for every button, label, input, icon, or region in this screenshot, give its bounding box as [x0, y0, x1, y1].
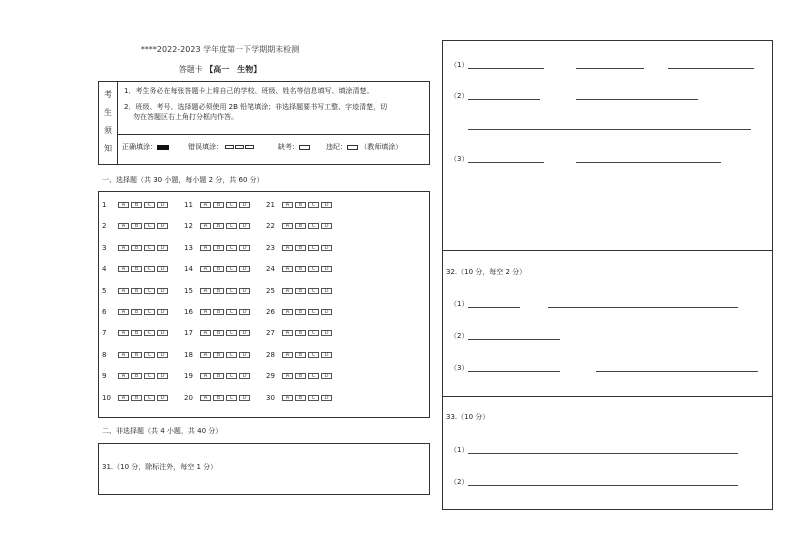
q31-answer-line[interactable] [468, 99, 540, 100]
answer-bubble[interactable]: C [308, 352, 319, 358]
notice-char: 须 [104, 126, 112, 135]
answer-bubble[interactable]: A [200, 288, 211, 294]
question-number: 4 [102, 265, 107, 274]
answer-options [282, 266, 332, 272]
answer-bubble[interactable]: A [118, 309, 129, 315]
answer-bubble[interactable]: A [282, 373, 293, 379]
question-number: 5 [102, 286, 107, 295]
answer-bubble[interactable]: D [321, 373, 332, 379]
q31-part3-label: （3） [450, 155, 469, 163]
answer-bubble[interactable]: C [144, 202, 155, 208]
question-number: 24 [266, 265, 275, 274]
question-number: 27 [266, 329, 275, 338]
answer-bubble[interactable]: D [157, 202, 168, 208]
answer-bubble[interactable]: D [239, 352, 250, 358]
card-label: 答题卡 [178, 65, 203, 74]
answer-options [118, 309, 168, 315]
answer-options [282, 309, 332, 315]
answer-bubble[interactable]: C [144, 223, 155, 229]
answer-bubble[interactable]: C [308, 245, 319, 251]
answer-options [282, 223, 332, 229]
question-number: 2 [102, 222, 107, 231]
answer-bubble[interactable]: B [131, 395, 142, 401]
answer-bubble[interactable]: B [213, 330, 224, 336]
question-number: 11 [184, 201, 193, 209]
q32-answer-line[interactable] [468, 339, 560, 340]
answer-bubble[interactable]: A [118, 223, 129, 229]
answer-bubble[interactable]: B [295, 352, 306, 358]
answer-bubble[interactable]: B [295, 223, 306, 229]
answer-bubble[interactable]: C [226, 288, 237, 294]
answer-options [200, 223, 250, 229]
answer-bubble[interactable]: C [308, 395, 319, 401]
question-number: 25 [266, 286, 275, 295]
q33-answer-line[interactable] [468, 485, 738, 486]
exam-title: ****2022-2023 学年度第一下学期期末检测 [140, 45, 300, 54]
answer-bubble[interactable]: D [321, 330, 332, 336]
answer-bubble[interactable]: B [295, 373, 306, 379]
answer-bubble[interactable]: D [321, 309, 332, 315]
answer-options [282, 395, 332, 401]
answer-options [118, 330, 168, 336]
question-number: 12 [184, 222, 193, 231]
answer-bubble[interactable]: C [226, 330, 237, 336]
answer-bubble[interactable]: C [226, 245, 237, 251]
answer-options [282, 330, 332, 336]
q33-answer-line[interactable] [468, 453, 738, 454]
subject-label: 【高一 生物】 [205, 65, 262, 74]
answer-bubble[interactable]: B [213, 309, 224, 315]
answer-bubble[interactable]: C [226, 266, 237, 272]
answer-bubble[interactable]: D [321, 202, 332, 208]
answer-bubble[interactable]: A [282, 288, 293, 294]
question-number: 23 [266, 243, 275, 252]
violation-label: 违纪： [326, 143, 347, 151]
answer-bubble[interactable]: B [213, 223, 224, 229]
answer-options [200, 395, 250, 401]
answer-bubble[interactable]: A [282, 245, 293, 251]
answer-bubble[interactable]: B [213, 202, 224, 208]
card-subtitle [0, 64, 440, 75]
violation-mark [326, 142, 402, 152]
answer-bubble[interactable]: A [282, 202, 293, 208]
right-divider-1 [442, 250, 773, 251]
answer-bubble[interactable]: B [295, 202, 306, 208]
answer-options [282, 352, 332, 358]
answer-bubble[interactable]: C [308, 288, 319, 294]
answer-options [118, 245, 168, 251]
answer-bubble[interactable]: D [157, 395, 168, 401]
answer-bubble[interactable]: A [118, 373, 129, 379]
question-number: 6 [102, 308, 107, 316]
answer-bubble[interactable]: A [200, 352, 211, 358]
answer-bubble[interactable]: D [157, 309, 168, 315]
question-number: 20 [184, 393, 193, 402]
answer-bubble[interactable]: B [213, 352, 224, 358]
notice-char: 知 [104, 144, 112, 153]
q33-part1-label: （1） [450, 446, 469, 454]
answer-bubble[interactable]: D [239, 266, 250, 272]
violation-checkbox[interactable] [347, 145, 358, 150]
answer-options [118, 352, 168, 358]
answer-bubble[interactable]: B [213, 288, 224, 294]
answer-bubble[interactable]: D [239, 330, 250, 336]
answer-bubble[interactable]: D [321, 223, 332, 229]
answer-bubble[interactable]: A [282, 309, 293, 315]
answer-bubble[interactable]: C [226, 373, 237, 379]
answer-bubble[interactable]: B [213, 395, 224, 401]
answer-bubble[interactable]: C [226, 395, 237, 401]
answer-bubble[interactable]: D [321, 352, 332, 358]
notice-line-2b: 勿在答题区右上角打分框内作答。 [133, 113, 238, 121]
answer-bubble[interactable]: C [226, 309, 237, 315]
answer-bubble[interactable]: D [321, 245, 332, 251]
answer-bubble[interactable]: A [200, 395, 211, 401]
answer-bubble[interactable]: C [226, 223, 237, 229]
filled-box-icon [157, 145, 169, 150]
answer-bubble[interactable]: D [321, 395, 332, 401]
answer-bubble[interactable]: D [321, 266, 332, 272]
answer-bubble[interactable]: C [144, 330, 155, 336]
answer-bubble[interactable]: B [131, 330, 142, 336]
answer-bubble[interactable]: B [295, 266, 306, 272]
question-number: 10 [102, 393, 111, 402]
q32-part3-label: （3） [450, 364, 469, 372]
q32-answer-line[interactable] [468, 371, 560, 372]
answer-bubble[interactable]: D [239, 309, 250, 315]
answer-bubble[interactable]: A [282, 330, 293, 336]
q31-label: 31.（10 分，除标注外，每空 1 分） [102, 463, 218, 471]
answer-bubble[interactable]: A [282, 223, 293, 229]
answer-bubble[interactable]: A [282, 266, 293, 272]
q32-part1-label: （1） [450, 300, 469, 308]
answer-bubble[interactable]: B [213, 245, 224, 251]
q33-label: 33.（10 分） [446, 413, 490, 421]
question-number: 7 [102, 329, 107, 338]
answer-options [118, 395, 168, 401]
answer-bubble[interactable]: A [282, 352, 293, 358]
question-number: 21 [266, 201, 275, 209]
answer-bubble[interactable]: A [118, 245, 129, 251]
answer-bubble[interactable]: C [308, 202, 319, 208]
q31-part2-label: （2） [450, 92, 469, 100]
answer-bubble[interactable]: D [157, 330, 168, 336]
answer-bubble[interactable]: A [200, 223, 211, 229]
answer-bubble[interactable]: B [131, 245, 142, 251]
answer-bubble[interactable]: A [200, 330, 211, 336]
answer-options [200, 330, 250, 336]
answer-bubble[interactable]: B [131, 202, 142, 208]
q31-answer-line[interactable] [468, 68, 544, 69]
question-number: 29 [266, 372, 275, 381]
question-number: 16 [184, 308, 193, 316]
q32-answer-line[interactable] [548, 307, 738, 308]
answer-bubble[interactable]: D [239, 373, 250, 379]
answer-bubble[interactable]: D [157, 352, 168, 358]
answer-bubble[interactable]: B [131, 266, 142, 272]
absent-label: 缺考： [278, 143, 299, 151]
wrong-fill-label: 错误填涂： [188, 143, 223, 151]
answer-bubble[interactable]: D [157, 223, 168, 229]
notice-line-2a: 2．班级、考号、选择题必须使用 2B 铅笔填涂；非选择题要书写工整、字迹清楚，切 [124, 103, 388, 111]
q32-answer-line[interactable] [596, 371, 758, 372]
answer-bubble[interactable]: C [144, 309, 155, 315]
question-number: 22 [266, 222, 275, 231]
answer-bubble[interactable]: C [144, 266, 155, 272]
q31-answer-line[interactable] [576, 162, 721, 163]
question-number: 28 [266, 350, 275, 359]
answer-bubble[interactable]: C [144, 395, 155, 401]
answer-bubble[interactable]: B [295, 288, 306, 294]
notice-side-label [98, 81, 118, 165]
answer-options [118, 266, 168, 272]
q31-answer-line[interactable] [468, 162, 544, 163]
answer-bubble[interactable]: C [308, 330, 319, 336]
answer-bubble[interactable]: A [118, 352, 129, 358]
q31-answer-line[interactable] [576, 68, 644, 69]
answer-bubble[interactable]: C [308, 373, 319, 379]
answer-options [200, 288, 250, 294]
question-number: 8 [102, 350, 107, 359]
answer-bubble[interactable]: C [144, 245, 155, 251]
teacher-note: （教师填涂） [360, 143, 403, 151]
question-number: 3 [102, 243, 107, 252]
answer-bubble[interactable]: B [131, 223, 142, 229]
q33-part2-label: （2） [450, 478, 469, 486]
answer-bubble[interactable]: D [239, 202, 250, 208]
answer-bubble[interactable]: B [295, 245, 306, 251]
answer-bubble[interactable]: C [226, 202, 237, 208]
answer-bubble[interactable]: A [118, 395, 129, 401]
answer-bubble[interactable]: C [144, 288, 155, 294]
answer-options [200, 202, 250, 208]
q31-part1-label: （1） [450, 61, 469, 69]
q31-answer-line[interactable] [468, 129, 751, 130]
absent-checkbox[interactable] [299, 145, 310, 150]
answer-options [282, 245, 332, 251]
q32-part2-label: （2） [450, 332, 469, 340]
q31-answer-line[interactable] [668, 68, 754, 69]
answer-options [282, 288, 332, 294]
answer-bubble[interactable]: B [295, 330, 306, 336]
answer-bubble[interactable]: B [213, 266, 224, 272]
answer-options [200, 309, 250, 315]
question-number: 26 [266, 308, 275, 316]
answer-bubble[interactable]: A [282, 395, 293, 401]
answer-bubble[interactable]: D [239, 245, 250, 251]
answer-bubble[interactable]: D [157, 288, 168, 294]
answer-bubble[interactable]: D [239, 223, 250, 229]
answer-bubble[interactable]: B [295, 395, 306, 401]
answer-bubble[interactable]: A [118, 330, 129, 336]
answer-bubble[interactable]: A [118, 288, 129, 294]
answer-bubble[interactable]: A [200, 202, 211, 208]
answer-bubble[interactable]: B [131, 309, 142, 315]
answer-options [118, 288, 168, 294]
answer-bubble[interactable]: D [157, 266, 168, 272]
answer-options [282, 373, 332, 379]
section2-heading: 二、非选择题（共 4 小题，共 40 分） [102, 427, 223, 435]
notice-char: 生 [104, 108, 112, 117]
answer-bubble[interactable]: A [200, 309, 211, 315]
answer-bubble[interactable]: A [200, 373, 211, 379]
question-number: 14 [184, 265, 193, 274]
question-number: 15 [184, 286, 193, 295]
answer-bubble[interactable]: A [200, 266, 211, 272]
answer-options [282, 202, 332, 208]
question-number: 30 [266, 393, 275, 402]
right-divider-2 [442, 396, 773, 397]
answer-bubble[interactable]: D [239, 395, 250, 401]
q32-label: 32.（10 分，每空 2 分） [446, 268, 527, 276]
answer-options [200, 245, 250, 251]
answer-bubble[interactable]: C [308, 309, 319, 315]
section1-heading: 一、选择题（共 30 小题，每小题 2 分，共 60 分） [102, 176, 264, 184]
answer-options [200, 373, 250, 379]
question-number: 19 [184, 372, 193, 381]
answer-options [200, 266, 250, 272]
answer-bubble[interactable]: B [131, 288, 142, 294]
answer-bubble[interactable]: C [308, 223, 319, 229]
answer-options [200, 352, 250, 358]
answer-bubble[interactable]: A [118, 266, 129, 272]
answer-bubble[interactable]: B [295, 309, 306, 315]
correct-fill-label: 正确填涂： [122, 143, 157, 151]
answer-options [118, 223, 168, 229]
q32-answer-line[interactable] [468, 307, 520, 308]
question-number: 9 [102, 372, 107, 381]
wrong-fill-sample [188, 142, 255, 152]
notice-char: 考 [104, 90, 112, 99]
answer-bubble[interactable]: D [321, 288, 332, 294]
answer-bubble[interactable]: D [157, 373, 168, 379]
answer-bubble[interactable]: B [131, 352, 142, 358]
correct-fill-sample [122, 142, 169, 152]
answer-bubble[interactable]: B [213, 373, 224, 379]
notice-divider [118, 134, 430, 135]
answer-bubble[interactable]: A [200, 245, 211, 251]
question-number: 13 [184, 243, 193, 252]
answer-bubble[interactable]: B [131, 373, 142, 379]
notice-line-1: 1．考生务必在每张答题卡上将自己的学校、班级、姓名等信息填写、填涂清楚。 [124, 87, 374, 95]
question-number: 1 [102, 201, 107, 209]
answer-bubble[interactable]: A [118, 202, 129, 208]
answer-bubble[interactable]: C [144, 352, 155, 358]
question-number: 17 [184, 329, 193, 338]
q31-answer-line[interactable] [576, 99, 698, 100]
answer-bubble[interactable]: D [239, 288, 250, 294]
answer-bubble[interactable]: D [157, 245, 168, 251]
answer-options [118, 202, 168, 208]
answer-options [118, 373, 168, 379]
answer-bubble[interactable]: C [144, 373, 155, 379]
answer-bubble[interactable]: C [308, 266, 319, 272]
question-number: 18 [184, 350, 193, 359]
answer-bubble[interactable]: C [226, 352, 237, 358]
wrong-fill-icons [225, 143, 255, 151]
absent-mark [278, 142, 310, 152]
